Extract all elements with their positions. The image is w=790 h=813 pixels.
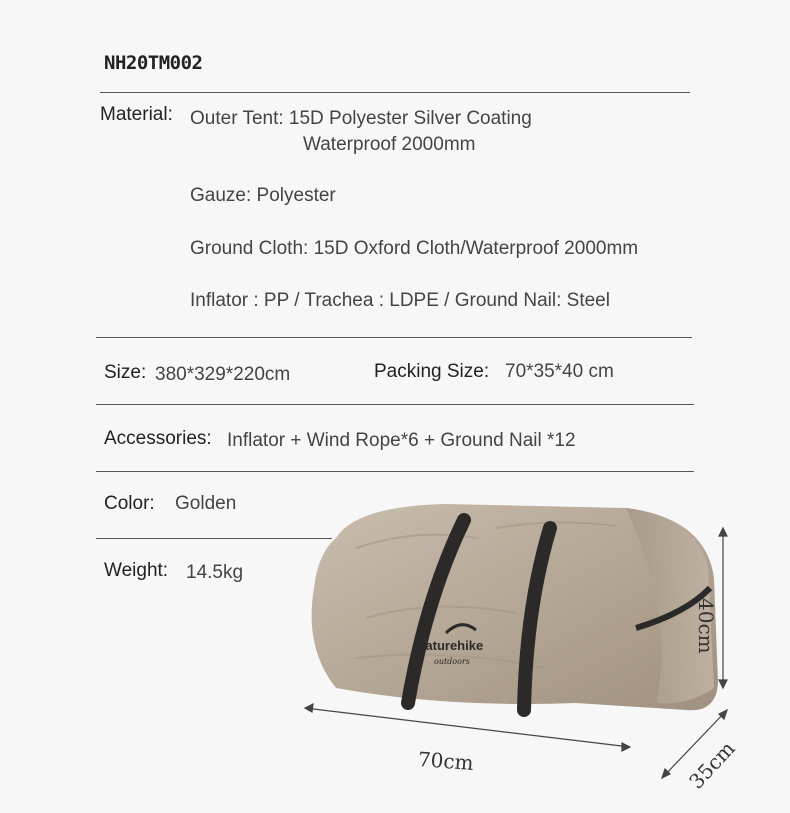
color-label: Color: <box>104 493 155 514</box>
weight-value: 14.5kg <box>186 562 244 583</box>
dimension-depth: 35cm <box>684 736 740 794</box>
size-value: 380*329*220cm <box>155 364 291 385</box>
size-label: Size: <box>104 362 147 383</box>
dimension-length: 70cm <box>417 747 475 775</box>
bag-brand-sub: outdoors <box>434 657 470 666</box>
accessories-value: Inflator + Wind Rope*6 + Ground Nail *12 <box>227 430 576 451</box>
packing-size-label: Packing Size: <box>374 361 490 382</box>
material-outer-tent-line2: Waterproof 2000mm <box>303 134 476 155</box>
accessories-label: Accessories: <box>104 428 212 449</box>
material-outer-tent-line1: Outer Tent: 15D Polyester Silver Coating <box>190 108 532 129</box>
packing-size-value: 70*35*40 cm <box>505 361 614 382</box>
weight-label: Weight: <box>104 560 169 581</box>
dimension-height: 40cm <box>694 598 718 654</box>
model-number: NH20TM002 <box>104 52 203 74</box>
color-value: Golden <box>175 493 237 514</box>
material-label: Material: <box>100 104 173 125</box>
material-gauze: Gauze: Polyester <box>190 185 336 206</box>
bag-brand-logo: Naturehike <box>416 638 484 653</box>
material-inflator: Inflator : PP / Trachea : LDPE / Ground Nail: Steel <box>190 290 610 311</box>
material-ground-cloth: Ground Cloth: 15D Oxford Cloth/Waterproof 2000mm <box>190 238 639 259</box>
